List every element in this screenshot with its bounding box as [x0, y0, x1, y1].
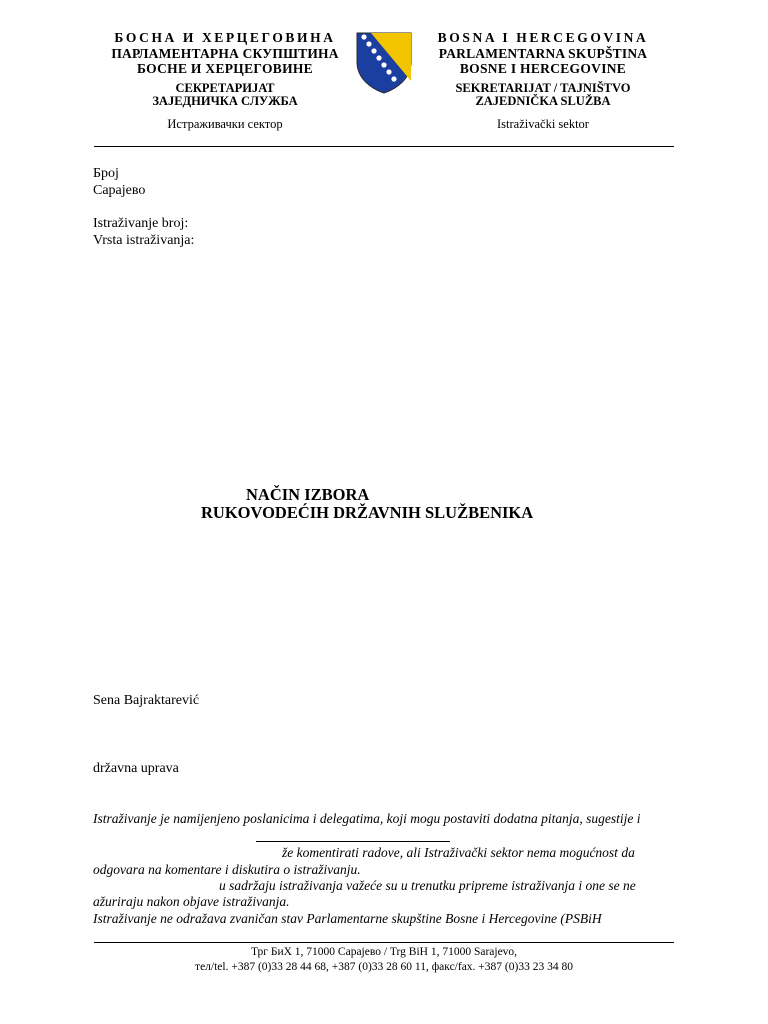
header-latin-line2: PARLAMENTARNA SKUPŠTINA [438, 45, 648, 61]
header-divider [94, 146, 674, 147]
broj-label: Број [93, 166, 119, 181]
header-latin-line5: ZAJEDNIČKA SLUŽBA [475, 94, 611, 108]
header-cyrillic-line5: ЗАЈЕДНИЧКА СЛУЖБА [152, 94, 298, 108]
disclaimer-line6: Istraživanje ne odražava zvaničan stav Parlamentarne skupštine Bosne i Hercegovine (PSBiH [93, 911, 602, 926]
header-latin-line3: BOSNE I HERCEGOVINE [459, 61, 627, 76]
footer-divider [94, 942, 674, 943]
header-latin [414, 31, 672, 130]
bih-coat-of-arms-icon [356, 32, 412, 94]
vrsta-istrazivanja-label: Vrsta istraživanja: [93, 233, 195, 248]
header-latin-line1: BOSNA I HERCEGOVINA [437, 30, 649, 45]
disclaimer-line1: Istraživanje je namijenjeno poslanicima i delegatima, koji mogu postaviti dodatna pitanja, sugestije i [93, 811, 641, 826]
footer-contact: тел/tel. +387 (0)33 28 44 68, +387 (0)33 28 60 11, факс/fax. +387 (0)33 23 34 80 [195, 961, 573, 973]
document-title-line1: NAČIN IZBORA [246, 485, 370, 504]
disclaimer-line3: odgovara na komentare i diskutira o istraživanju. [93, 862, 361, 877]
city-label: Сарајево [93, 183, 146, 198]
header-cyrillic [96, 31, 354, 130]
header-cyrillic-line2: ПАРЛАМЕНТАРНА СКУПШТИНА [111, 45, 339, 61]
author-name: Sena Bajraktarević [93, 693, 200, 708]
header-cyrillic-line3: БОСНЕ И ХЕРЦЕГОВИНЕ [137, 61, 313, 76]
disclaimer-underline [256, 841, 450, 842]
field-label: državna uprava [93, 761, 179, 776]
disclaimer-line2: že komentirati radove, ali Istraživački sektor nema mogućnost da [282, 845, 635, 860]
header-cyrillic-line1: БОСНА И ХЕРЦЕГОВИНА [114, 30, 336, 45]
istrazivanje-broj-label: Istraživanje broj: [93, 216, 189, 231]
disclaimer-line5: ažuriraju nakon objave istraživanja. [93, 894, 290, 909]
document-title-line2: RUKOVODEĆIH DRŽAVNIH SLUŽBENIKA [201, 503, 534, 522]
footer-address: Трг БиХ 1, 71000 Сарајево / Trg BiH 1, 71000 Sarajevo, [250, 946, 518, 958]
header-cyrillic-line4: СЕКРЕТАРИЈАТ [175, 80, 275, 95]
header-latin-line4: SEKRETARIJAT / TAJNIŠTVO [455, 80, 631, 95]
disclaimer-line4: u sadržaju istraživanja važeće su u trenutku pripreme istraživanja i one se ne [219, 878, 636, 893]
header-latin-sector: Istraživački sektor [497, 116, 589, 131]
header-cyrillic-sector: Истраживачки сектор [167, 116, 283, 131]
